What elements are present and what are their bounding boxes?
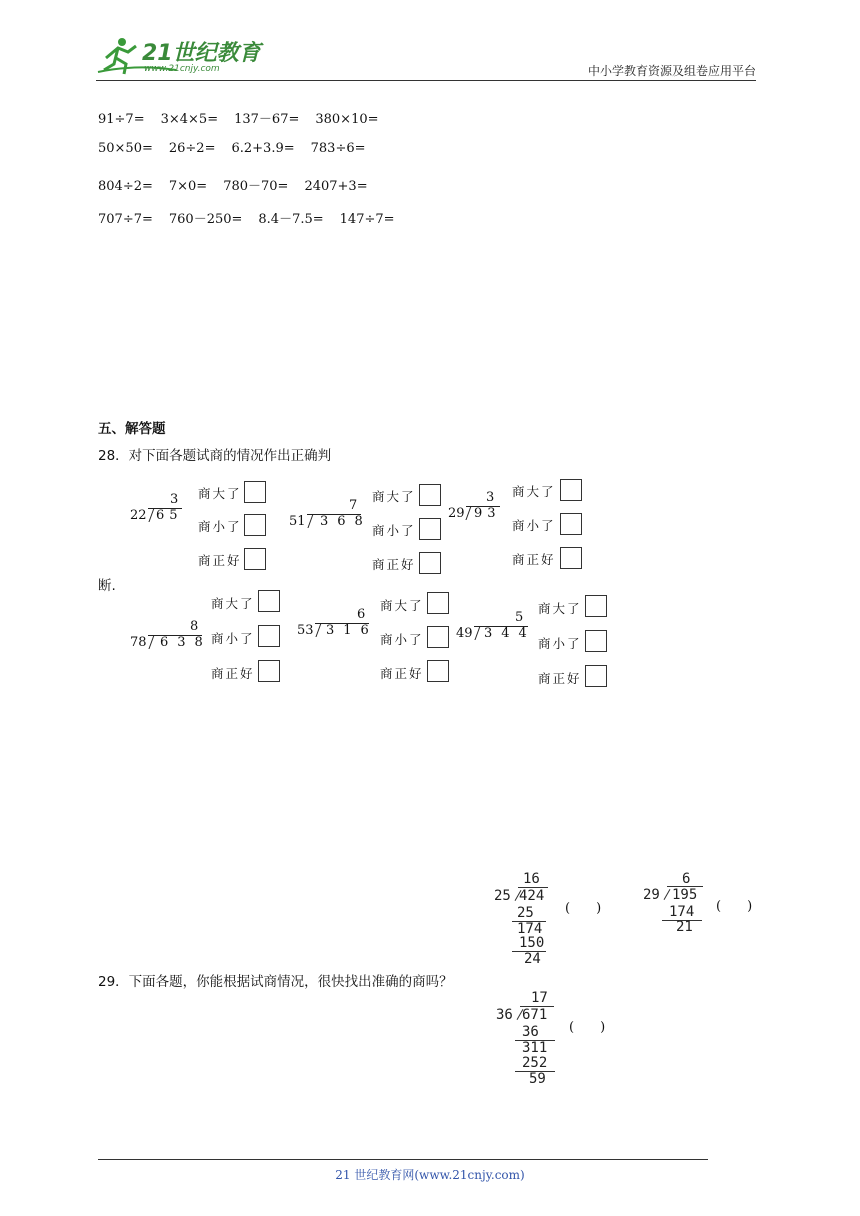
calc-item: 2407+3= [304, 179, 368, 194]
option-too-small: 商小了 [538, 636, 582, 651]
calc-item: 707÷7= [98, 212, 153, 227]
division-bracket [148, 635, 160, 649]
option-too-small: 商小了 [512, 518, 556, 533]
option-too-big: 商大了 [372, 489, 416, 504]
answer-box[interactable] [419, 484, 441, 506]
answer-paren[interactable]: ( ) [716, 899, 753, 914]
answer-box[interactable] [560, 513, 582, 535]
quotient: 5 [515, 610, 524, 625]
step: 59 [529, 1071, 546, 1087]
step: 311 [522, 1040, 548, 1056]
quotient: 8 [190, 619, 199, 634]
calc-item: 8.4－7.5= [258, 212, 324, 227]
option-just-right: 商正好 [538, 671, 582, 686]
calc-item: 26÷2= [168, 141, 216, 156]
quotient: 3 [170, 492, 179, 507]
answer-box[interactable] [560, 547, 582, 569]
option-just-right: 商正好 [372, 557, 416, 572]
answer-box[interactable] [244, 548, 266, 570]
option-too-small: 商小了 [211, 631, 255, 646]
dividend: 368 [320, 514, 372, 529]
logo-text: 21世纪教育 [142, 41, 261, 66]
answer-box[interactable] [427, 592, 449, 614]
answer-box[interactable] [427, 626, 449, 648]
option-just-right: 商正好 [198, 553, 242, 568]
dividend: 65 [156, 508, 183, 523]
calc-row-1 [98, 108, 395, 127]
option-just-right: 商正好 [211, 666, 255, 681]
answer-box[interactable] [419, 518, 441, 540]
answer-box[interactable] [244, 481, 266, 503]
calc-item: 147÷7= [339, 212, 395, 227]
step: 21 [676, 919, 693, 935]
calc-item: 3×4×5= [160, 112, 219, 127]
answer-box[interactable] [244, 514, 266, 536]
dividend: 638 [160, 635, 212, 650]
divisor: 49 [456, 626, 473, 641]
calc-item: 7×0= [168, 179, 208, 194]
option-too-big: 商大了 [211, 596, 255, 611]
site-logo [96, 34, 266, 78]
dividend: 316 [326, 623, 378, 638]
answer-box[interactable] [258, 625, 280, 647]
step: 36 [522, 1024, 539, 1040]
step: 25 [517, 905, 534, 921]
quotient: 6 [682, 871, 691, 887]
calc-item: 760－250= [168, 212, 243, 227]
calc-item: 50×50= [98, 141, 153, 156]
quotient: 16 [523, 871, 540, 887]
option-just-right: 商正好 [380, 666, 424, 681]
divisor: 29 [643, 887, 660, 903]
step: 150 [519, 935, 545, 951]
calc-row-3 [98, 175, 384, 194]
option-just-right: 商正好 [512, 552, 556, 567]
footer-text[interactable]: 21 世纪教育网(www.21cnjy.com) [335, 1168, 525, 1182]
answer-box[interactable] [585, 665, 607, 687]
dividend: 195 [672, 887, 698, 903]
section-title: 五、解答题 [98, 421, 166, 437]
option-too-big: 商大了 [512, 484, 556, 499]
logo-url: www.21cnjy.com [144, 64, 220, 74]
answer-box[interactable] [585, 595, 607, 617]
quotient: 6 [357, 607, 366, 622]
option-too-small: 商小了 [372, 523, 416, 538]
dividend: 93 [474, 506, 501, 521]
dividend: 344 [484, 626, 536, 641]
option-too-big: 商大了 [198, 486, 242, 501]
calc-item: 783÷6= [310, 141, 366, 156]
divisor: 36 [496, 1007, 513, 1023]
answer-paren[interactable]: ( ) [569, 1020, 606, 1035]
answer-box[interactable] [258, 590, 280, 612]
q29-text: 29．下面各题，你能根据试商情况，很快找出准确的商吗？ [98, 974, 453, 990]
answer-box[interactable] [560, 479, 582, 501]
dividend: 671 [522, 1007, 548, 1023]
step: 174 [669, 904, 695, 920]
header-divider [96, 80, 756, 81]
quotient: 17 [531, 990, 548, 1006]
answer-paren[interactable]: ( ) [565, 901, 602, 916]
calc-item: 137－67= [234, 112, 300, 127]
q28-text: 28．对下面各题试商的情况作出正确判 [98, 448, 332, 464]
quotient: 7 [349, 498, 358, 513]
divisor: 51 [289, 514, 306, 529]
option-too-small: 商小了 [198, 519, 242, 534]
divisor: 78 [130, 635, 147, 650]
division-bracket [307, 514, 319, 528]
divisor: 25 [494, 888, 511, 904]
calc-item: 804÷2= [98, 179, 153, 194]
option-too-big: 商大了 [538, 601, 582, 616]
step: 174 [517, 921, 543, 937]
calc-item: 91÷7= [98, 112, 145, 127]
answer-box[interactable] [585, 630, 607, 652]
quotient: 3 [486, 490, 495, 505]
answer-box[interactable] [427, 660, 449, 682]
step: 252 [522, 1055, 548, 1071]
calc-item: 380×10= [315, 112, 379, 127]
q28-text-tail: 断. [98, 578, 116, 594]
calc-item: 6.2+3.9= [231, 141, 295, 156]
divisor: 22 [130, 508, 147, 523]
header-slogan: 中小学教育资源及组卷应用平台 [587, 64, 756, 78]
step: 24 [524, 951, 541, 967]
footer-divider [98, 1159, 708, 1160]
option-too-big: 商大了 [380, 598, 424, 613]
division-bracket [664, 889, 671, 900]
dividend: 424 [519, 888, 545, 904]
calc-row-2 [98, 141, 382, 156]
divisor: 53 [297, 623, 314, 638]
option-too-small: 商小了 [380, 632, 424, 647]
calc-row-4 [98, 208, 411, 227]
divisor: 29 [448, 506, 465, 521]
answer-box[interactable] [419, 552, 441, 574]
answer-box[interactable] [258, 660, 280, 682]
calc-item: 780－70= [223, 179, 289, 194]
